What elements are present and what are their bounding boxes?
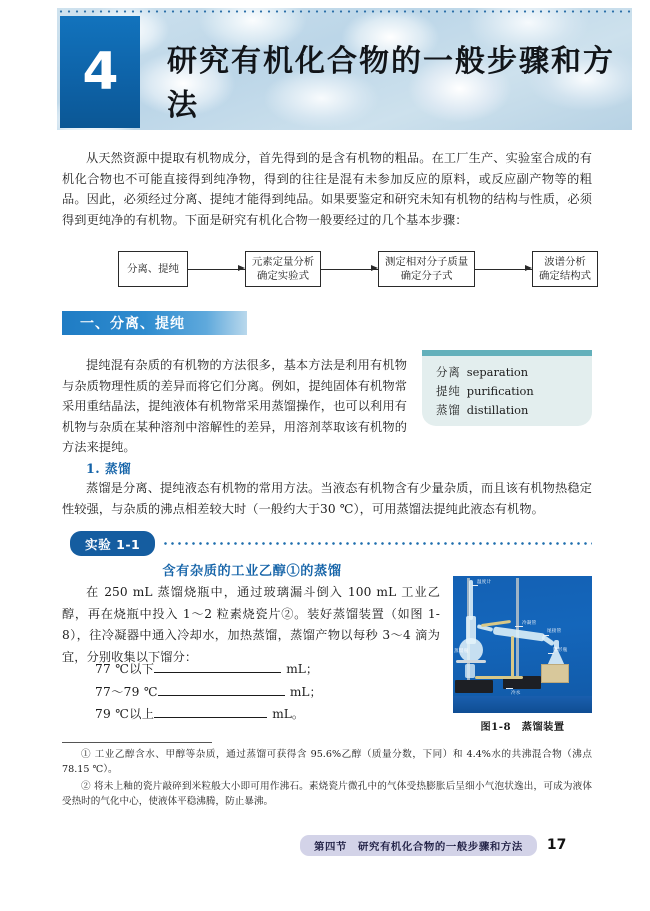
flow-step-2	[245, 251, 321, 287]
vocabulary-term-cn: 提纯	[436, 384, 461, 398]
photo-condenser	[493, 626, 546, 641]
vocabulary-item	[436, 401, 592, 420]
label-adapter: 尾接管	[547, 629, 562, 634]
footer-page-number: 17	[546, 837, 567, 853]
process-flowchart	[118, 248, 598, 290]
flow-step-4-line2: 确定结构式	[539, 270, 591, 282]
blank-unit: mL。	[272, 707, 305, 721]
vocabulary-item	[436, 382, 592, 401]
vocabulary-term-cn: 分离	[436, 365, 461, 379]
footnote-rule	[62, 742, 212, 743]
apparatus-photo	[453, 576, 592, 713]
flow-arrow-2	[321, 269, 378, 270]
blank-row	[95, 658, 445, 681]
label-thermometer: 温度计	[477, 580, 492, 585]
vocabulary-term-cn: 蒸馏	[436, 403, 461, 417]
flow-step-3-line2: 确定分子式	[400, 270, 453, 282]
label-distilling-flask: 蒸馏瓶	[454, 649, 469, 654]
flow-arrow-3	[475, 269, 532, 270]
blank-unit: mL；	[289, 684, 322, 699]
flow-step-3	[378, 251, 475, 287]
leader-condenser	[515, 626, 523, 627]
experiment-title: 含有杂质的工业乙醇①的蒸馏	[162, 564, 342, 579]
photo-hose-bottom	[475, 676, 523, 679]
blank-input-line[interactable]	[158, 683, 285, 696]
page-title: 研究有机化合物的一般步骤和方法	[167, 44, 615, 123]
footnote-1: ① 工业乙醇含水、甲醇等杂质，通过蒸馏可获得含 95.6%乙醇（质量分数，下同）和 4.4%水的共沸混合物（沸点 78.15 ℃）。	[62, 749, 592, 776]
photo-bench	[453, 696, 592, 713]
banner-dotted-rule	[57, 10, 632, 13]
figure-distillation-apparatus	[453, 576, 592, 713]
photo-hose-drain	[511, 636, 514, 678]
photo-wood-block	[541, 664, 569, 683]
subsection-heading: 1. 蒸馏	[86, 461, 132, 476]
footer-section-label: 第四节 研究有机化合物的一般步骤和方法	[300, 835, 537, 856]
subsection-paragraph: 蒸馏是分离、提纯液态有机物的常用方法。当液态有机物含有少量杂质，而且该有机物热稳定性较强，与杂质的沸点相差较大时（一般约大于30 ℃），可用蒸馏法提纯此液态有机物。	[62, 481, 592, 516]
footnotes	[62, 747, 592, 811]
blank-row	[95, 703, 445, 726]
experiment-paragraph: 在 250 mL 蒸馏烧瓶中，通过玻璃漏斗倒入 100 mL 工业乙醇，再在烧瓶中投入 1～2 粒素烧瓷片②。装好蒸馏装置（如图 1-8），往冷凝器中通入冷却水，加热蒸馏，蒸馏产物以每秒 3～4 滴为宜，分别收集以下馏分：	[62, 585, 440, 664]
chapter-banner	[57, 8, 632, 130]
experiment-badge: 实验 1-1	[70, 531, 155, 556]
photo-ring-support	[456, 660, 486, 663]
flow-step-4-line1: 波谱分析	[544, 256, 586, 268]
chapter-number-box	[60, 16, 140, 128]
chapter-number: 4	[82, 42, 118, 102]
leader-thermometer	[472, 585, 478, 586]
flow-arrow-1	[188, 269, 245, 270]
flow-step-3-line1: 测定相对分子质量	[385, 256, 469, 268]
leader-conical-flask	[548, 653, 554, 654]
flow-step-1	[118, 251, 188, 287]
vocabulary-term-en: separation	[466, 365, 529, 379]
vocabulary-term-en: distillation	[466, 403, 529, 417]
vocabulary-term-en: purification	[466, 384, 534, 398]
section-heading-text: 一、分离、提纯	[80, 316, 185, 332]
flow-step-2-line2: 确定实验式	[257, 270, 309, 282]
blank-label: 79 ℃以上	[95, 707, 155, 721]
vocabulary-list	[422, 356, 592, 420]
photo-stand-base-left	[455, 680, 493, 693]
flow-step-2-line1: 元素定量分析	[251, 256, 315, 268]
page-footer	[300, 836, 566, 854]
section-heading-bar	[62, 311, 247, 335]
blank-unit: mL；	[286, 662, 319, 676]
figure-caption: 图1-8 蒸馏装置	[480, 721, 565, 733]
blank-input-line[interactable]	[154, 705, 267, 718]
vocabulary-box	[422, 350, 592, 426]
experiment-answer-blanks	[95, 658, 445, 726]
label-cold-water: 冷水	[511, 691, 521, 696]
flow-step-4	[532, 251, 598, 287]
flow-step-1-line1: 分离、提纯	[127, 263, 179, 275]
leader-adapter	[543, 635, 549, 636]
intro-paragraph: 从天然资源中提取有机物成分，首先得到的是含有机物的粗品。在工厂生产、实验室合成的有机化合物也不可能直接得到纯净物，得到的往往是混有未参加反应的原料，或反应副产物等的粗品。因此，必须经过分离、提纯才能得到纯品。如果要鉴定和研究未知有机物的结构与性质，必须得到更纯净的有机物。下面是研究有机化合物一般要经过的几个基本步骤：	[62, 151, 592, 227]
section-paragraph: 提纯混有杂质的有机物的方法很多，基本方法是利用有机物与杂质物理性质的差异而将它们分离。例如，提纯固体有机物常采用重结晶法，提纯液体有机物常采用蒸馏操作，也可以利用有机物与杂质在某种溶剂中溶解性的差异，用溶剂萃取该有机物的方法来提纯。	[62, 358, 407, 455]
photo-burner	[465, 664, 475, 678]
blank-label: 77～79 ℃	[95, 684, 158, 699]
label-condenser: 冷凝管	[522, 621, 537, 626]
photo-thermometer	[469, 580, 473, 620]
blank-input-line[interactable]	[154, 660, 281, 673]
label-conical-flask: 锥形瓶	[553, 648, 568, 653]
experiment-dotted-rule	[162, 542, 592, 545]
experiment-header	[70, 532, 592, 554]
blank-row	[95, 681, 445, 704]
footnote-2: ② 将未上釉的瓷片敲碎到米粒般大小即可用作沸石。素烧瓷片微孔中的气体受热膨胀后呈细小气泡状逸出，可成为液体受热时的气化中心，使液体平稳沸腾，防止暴沸。	[62, 780, 592, 808]
vocabulary-item	[436, 363, 592, 382]
blank-label: 77 ℃以下	[95, 662, 155, 676]
leader-cold-water	[506, 688, 513, 689]
